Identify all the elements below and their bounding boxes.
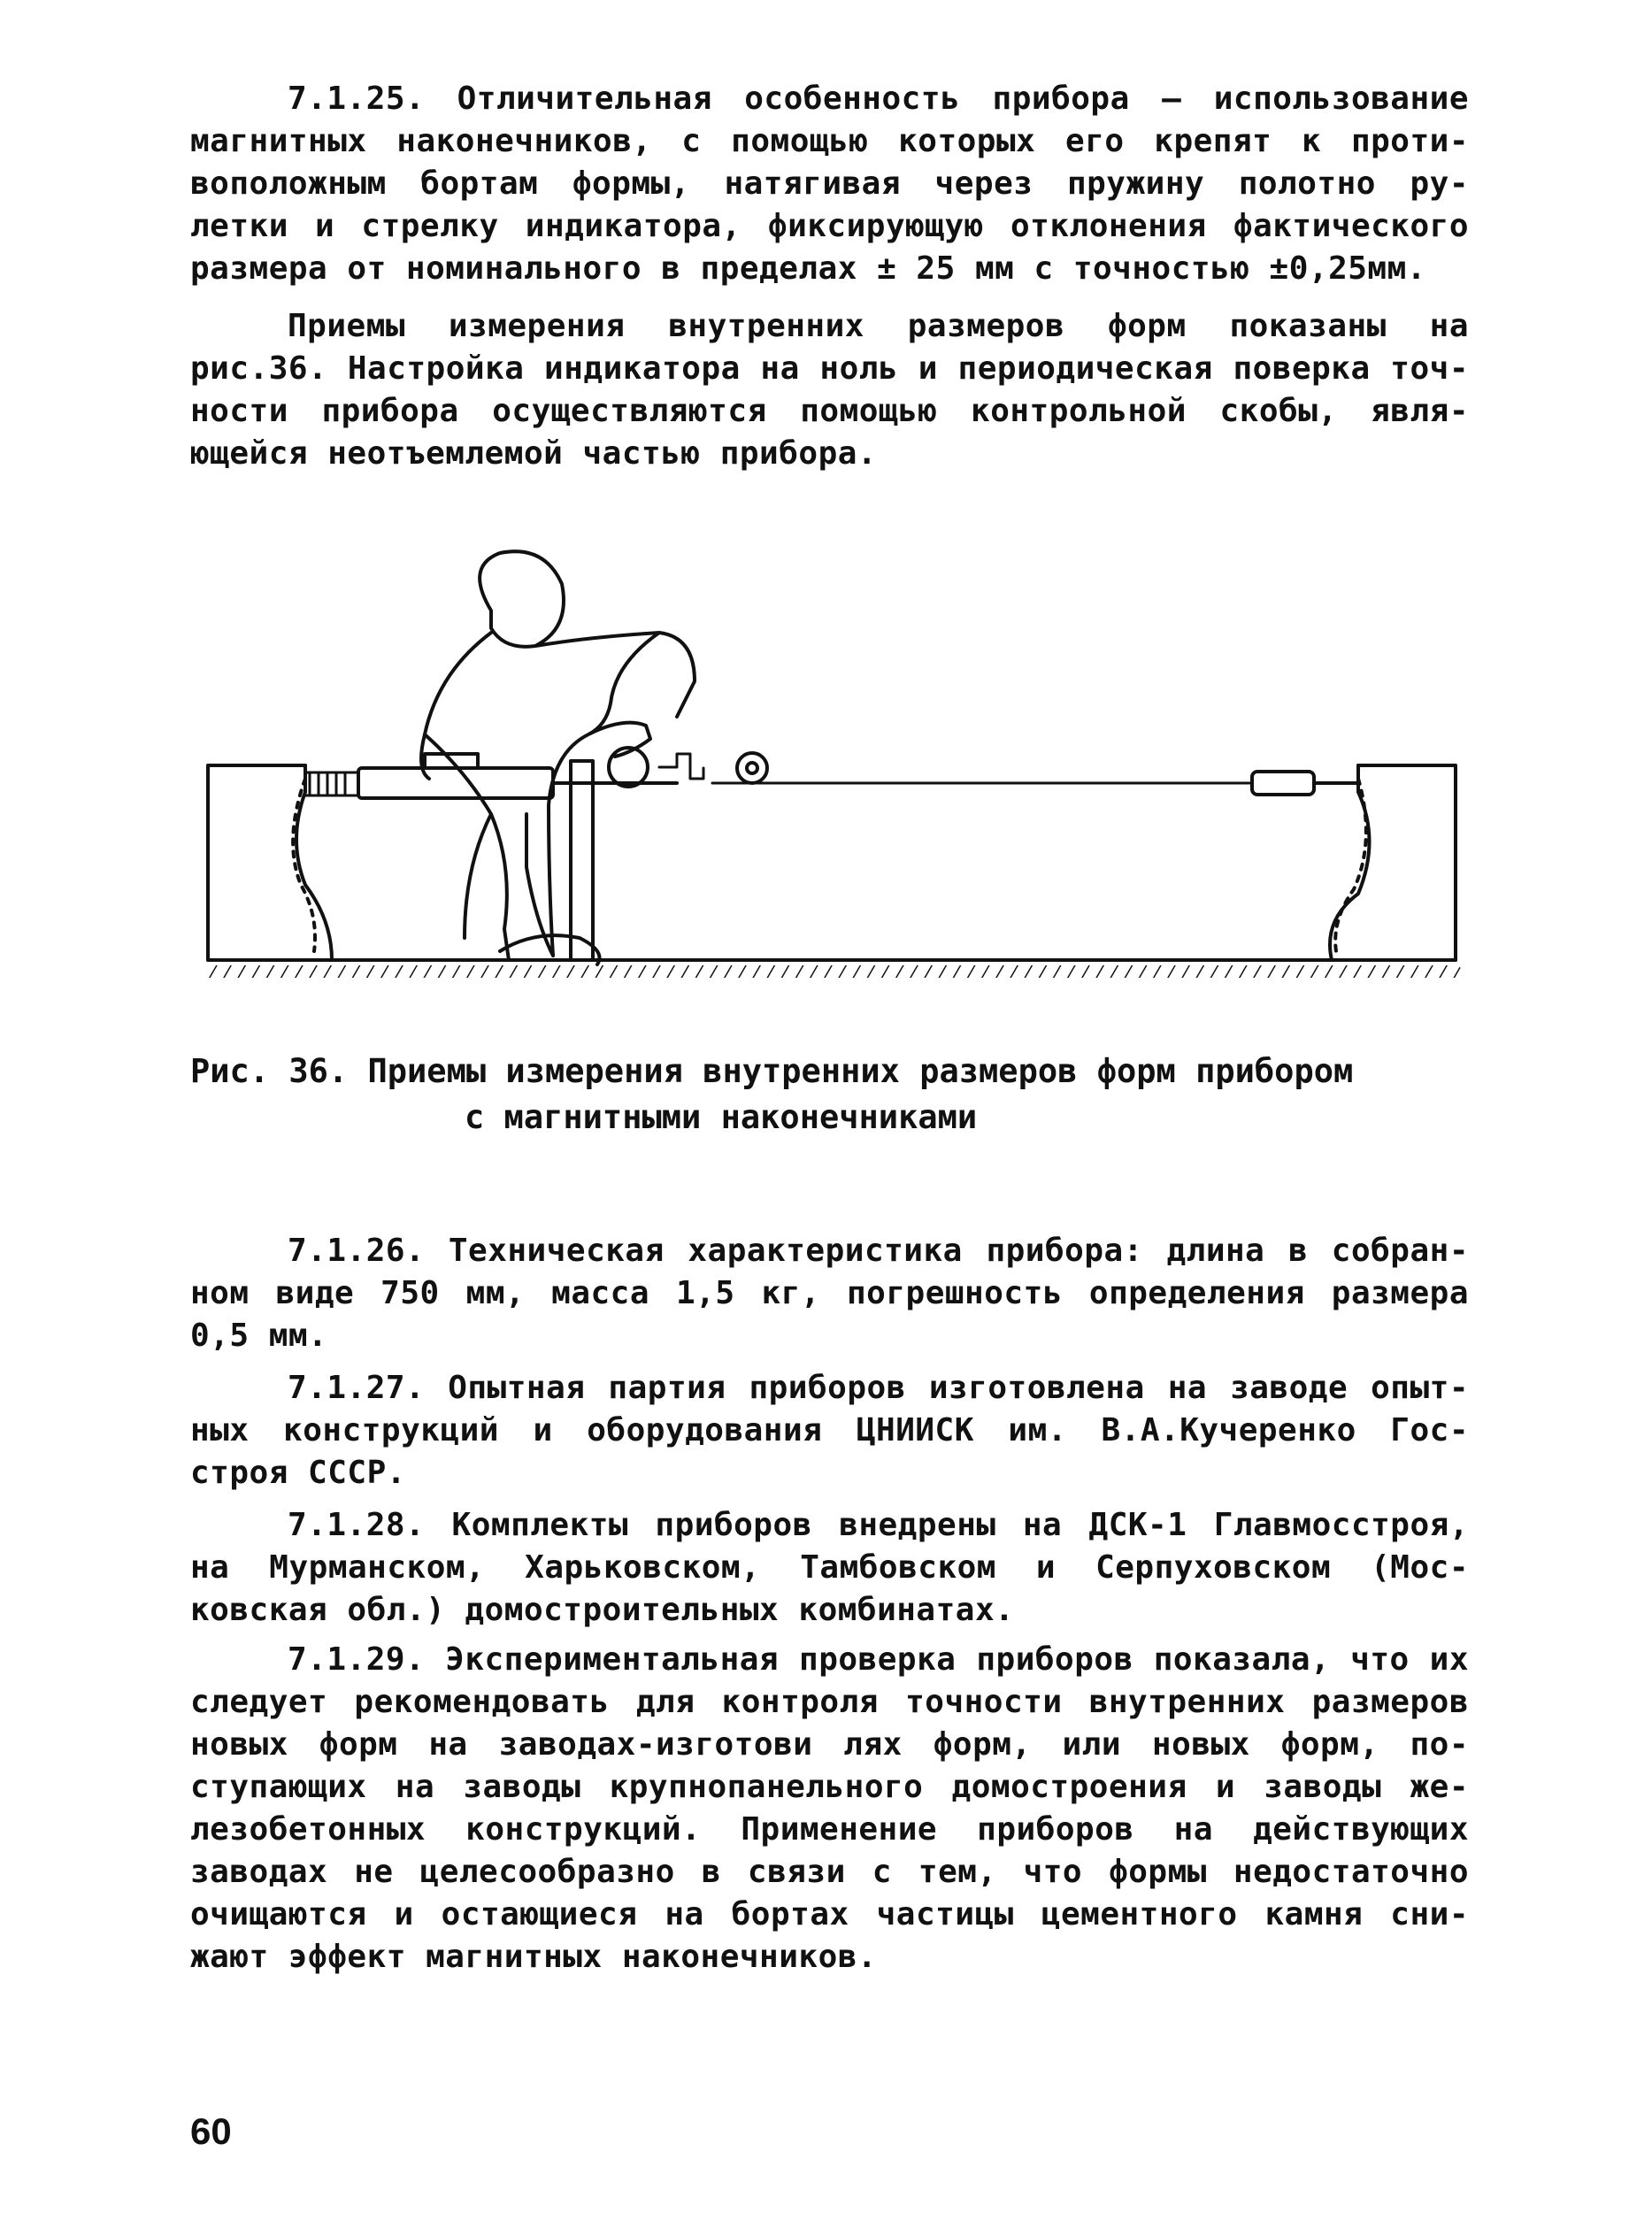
caption-line-2: с магнитными наконечниками — [465, 1098, 978, 1136]
paragraph-7-1-25 — [190, 78, 1469, 290]
figure-36-caption — [190, 1049, 1456, 1141]
text-line: ступающих на заводы крупнопанельного домостроения и заводы же- — [190, 1769, 1469, 1805]
text-line: лезобетонных конструкций. Применение приборов на действующих — [190, 1811, 1469, 1848]
text-line: жают эффект магнитных наконечников. — [190, 1939, 878, 1975]
text-line: магнитных наконечников, с помощью которых его крепят к проти- — [190, 123, 1469, 159]
paragraph-measurement-methods — [190, 305, 1469, 475]
worker-figure — [421, 551, 695, 964]
paragraph-7-1-29 — [190, 1639, 1469, 1979]
figure-36-illustration — [199, 549, 1464, 991]
text-line: 7.1.27. Опытная партия приборов изготовлена на заводе опыт- — [288, 1370, 1469, 1406]
text-line: воположным бортам формы, натягивая через пружину полотно ру- — [190, 165, 1469, 202]
text-line: летки и стрелку индикатора, фиксирующую отклонения фактического — [190, 208, 1469, 244]
text-line: ных конструкций и оборудования ЦНИИСК им. В.А.Кучеренко Гос- — [190, 1412, 1469, 1448]
text-line: на Мурманском, Харьковском, Тамбовском и Серпуховском (Мос- — [190, 1549, 1469, 1586]
text-line: ности прибора осуществляются помощью контрольной скобы, явля- — [190, 393, 1469, 429]
caption-line-1: Рис. 36. Приемы измерения внутренних размеров форм прибором — [190, 1052, 1354, 1090]
text-line: 7.1.29. Экспериментальная проверка приборов показала, что их — [288, 1641, 1469, 1678]
right-wall-hatch — [1335, 765, 1447, 951]
text-line: ном виде 750 мм, масса 1,5 кг, погрешность определения размера — [190, 1275, 1469, 1311]
text-line: 7.1.28. Комплекты приборов внедрены на ДСК-1 Главмосстроя, — [288, 1507, 1469, 1543]
text-line: 0,5 мм. — [190, 1318, 328, 1354]
text-line: заводах не целесообразно в связи с тем, что формы недостаточно — [190, 1854, 1469, 1890]
text-line: 7.1.26. Техническая характеристика прибора: длина в собран- — [288, 1233, 1469, 1269]
text-line: строя СССР. — [190, 1455, 406, 1491]
paragraph-7-1-27 — [190, 1367, 1469, 1495]
text-line: размера от номинального в пределах ± 25 мм с точностью ±0,25мм. — [190, 250, 1426, 287]
text-line: ющейся неотъемлемой частью прибора. — [190, 435, 878, 472]
text-line: Приемы измерения внутренних размеров форм показаны на — [288, 308, 1469, 344]
text-line: рис.36. Настройка индикатора на ноль и периодическая поверка точ- — [190, 350, 1469, 387]
right-magnet-tip — [1252, 772, 1314, 795]
text-line: следует рекомендовать для контроля точности внутренних размеров — [190, 1684, 1469, 1720]
tape-reel — [737, 753, 767, 783]
text-line: новых форм на заводах-изготови лях форм, или новых форм, по- — [190, 1726, 1469, 1763]
paragraph-7-1-26 — [190, 1230, 1469, 1357]
page-number: 60 — [190, 2110, 232, 2152]
text-line: 7.1.25. Отличительная особенность прибора – использование — [288, 81, 1469, 117]
paragraph-7-1-28 — [190, 1504, 1469, 1632]
left-wall-hatch — [217, 765, 315, 951]
instrument-body — [358, 768, 553, 798]
left-magnet-tip — [305, 772, 358, 795]
text-line: ковская обл.) домостроительных комбинатах. — [190, 1592, 1015, 1628]
text-line: очищаются и остающиеся на бортах частицы цементного камня сни- — [190, 1896, 1469, 1932]
